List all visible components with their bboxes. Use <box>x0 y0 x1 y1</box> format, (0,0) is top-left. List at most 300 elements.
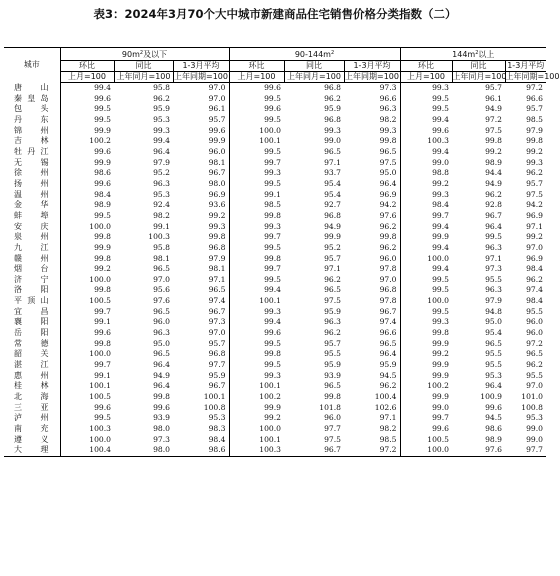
value-cell: 96.8 <box>324 114 341 124</box>
value-cell: 95.5 <box>485 274 503 284</box>
value-cell: 97.9 <box>153 157 170 167</box>
value-cell: 99.5 <box>229 339 284 350</box>
city-cell: 济宁 <box>4 275 60 286</box>
value-cell: 99.6 <box>400 126 452 137</box>
table-row <box>4 211 546 222</box>
value-cell: 99.5 <box>400 285 452 296</box>
value-cell: 99.9 <box>208 136 226 146</box>
value-cell: 98.3 <box>208 424 226 433</box>
value-cell: 98.5 <box>526 114 544 124</box>
value-cell: 99.2 <box>400 349 452 360</box>
value-cell: 99.3 <box>229 168 284 179</box>
value-cell: 98.0 <box>114 445 173 456</box>
value-cell: 92.8 <box>485 200 503 210</box>
value-cell: 99.3 <box>153 125 170 135</box>
table-row <box>4 83 546 94</box>
value-cell: 99.5 <box>94 210 111 220</box>
value-cell: 96.6 <box>526 93 544 103</box>
value-cell: 95.3 <box>153 189 170 199</box>
value-cell: 97.2 <box>526 338 544 348</box>
value-cell: 98.0 <box>153 424 170 433</box>
value-cell: 99.3 <box>324 125 341 135</box>
value-cell: 97.5 <box>485 125 503 135</box>
value-cell: 96.5 <box>324 146 341 156</box>
value-cell: 99.3 <box>229 307 284 318</box>
value-cell: 97.2 <box>344 445 400 456</box>
value-cell: 96.8 <box>324 210 341 220</box>
table-row <box>4 349 546 360</box>
value-cell: 99.4 <box>400 115 452 126</box>
value-cell: 99.5 <box>94 413 111 423</box>
value-cell: 99.6 <box>485 402 503 412</box>
value-cell: 96.7 <box>208 168 226 178</box>
value-cell: 99.6 <box>400 424 452 435</box>
value-cell: 94.2 <box>526 200 544 210</box>
base-header-g2-3: 上年同期=100 <box>345 72 399 81</box>
value-cell: 96.1 <box>208 104 226 114</box>
value-cell: 95.6 <box>153 285 170 295</box>
value-cell: 97.9 <box>485 296 503 306</box>
value-cell: 95.0 <box>485 317 503 327</box>
value-cell: 98.4 <box>526 264 544 274</box>
value-cell: 99.5 <box>400 94 452 105</box>
table-row <box>4 232 546 243</box>
value-cell: 99.1 <box>229 190 284 201</box>
value-cell: 96.3 <box>153 328 170 338</box>
city-cell: 徐州 <box>4 168 60 179</box>
value-cell: 99.5 <box>229 243 284 254</box>
city-cell: 扬州 <box>4 179 60 190</box>
value-cell: 96.4 <box>153 360 170 370</box>
value-cell: 99.5 <box>229 147 284 158</box>
value-cell: 94.5 <box>379 370 397 380</box>
value-cell: 96.8 <box>208 349 226 359</box>
table-row <box>4 317 546 328</box>
value-cell: 94.4 <box>485 168 503 178</box>
group-header-over-144: $144m^2$以上 <box>400 48 546 61</box>
value-cell: 97.0 <box>208 93 226 103</box>
value-cell: 99.3 <box>229 371 284 382</box>
value-cell: 100.5 <box>400 435 452 446</box>
value-cell: 96.1 <box>485 93 503 103</box>
value-cell: 99.7 <box>400 211 452 222</box>
city-cell: 金华 <box>4 200 60 211</box>
base-header-g1-1: 上月=100 <box>60 72 114 83</box>
value-cell: 96.2 <box>379 221 397 231</box>
value-cell: 100.9 <box>480 392 503 402</box>
value-cell: 97.2 <box>485 114 503 124</box>
value-cell: 100.4 <box>60 445 114 456</box>
value-cell: 96.7 <box>379 306 397 316</box>
value-cell: 100.3 <box>400 136 452 147</box>
value-cell: 96.0 <box>379 253 397 263</box>
value-cell: 96.5 <box>153 264 170 274</box>
value-cell: 96.2 <box>485 189 503 199</box>
value-cell: 98.5 <box>379 434 397 444</box>
table-row <box>4 190 546 201</box>
mom-header-g3: 环比 <box>400 61 452 72</box>
value-cell: 96.3 <box>485 285 503 295</box>
value-cell: 100.3 <box>89 424 111 433</box>
base-header-g3-3: 上年同期=100 <box>505 72 560 81</box>
base-header-g2-1: 上月=100 <box>229 72 284 83</box>
base-header-g3-2: 上年同月=100 <box>452 72 507 81</box>
value-cell: 99.3 <box>229 222 284 233</box>
value-cell: 99.8 <box>379 232 397 242</box>
value-cell: 93.9 <box>324 370 341 380</box>
value-cell: 96.9 <box>379 189 397 199</box>
value-cell: 99.4 <box>153 136 170 146</box>
value-cell: 95.9 <box>208 370 226 380</box>
yoy-header-g1: 同比 <box>114 61 173 72</box>
value-cell: 98.4 <box>400 200 452 211</box>
value-cell: 93.9 <box>153 413 170 423</box>
value-cell: 100.8 <box>203 402 226 412</box>
value-cell: 95.5 <box>485 349 503 359</box>
value-cell: 99.1 <box>94 370 111 380</box>
value-cell: 99.9 <box>400 360 452 371</box>
value-cell: 96.0 <box>526 317 544 327</box>
value-cell: 99.5 <box>229 179 284 190</box>
value-cell: 100.0 <box>400 296 452 307</box>
table-row <box>4 392 546 403</box>
value-cell: 99.4 <box>400 147 452 158</box>
city-cell: 包头 <box>4 104 60 115</box>
value-cell: 96.9 <box>208 189 226 199</box>
value-cell: 93.6 <box>208 200 226 210</box>
value-cell: 97.8 <box>379 296 397 306</box>
value-cell: 98.9 <box>485 434 503 444</box>
city-column-header: 城市 <box>4 48 60 83</box>
city-cell: 安庆 <box>4 222 60 233</box>
value-cell: 99.6 <box>208 125 226 135</box>
value-cell: 97.5 <box>324 434 341 444</box>
value-cell: 95.4 <box>324 189 341 199</box>
value-cell: 98.0 <box>208 178 226 188</box>
value-cell: 99.7 <box>229 264 284 275</box>
table-row <box>4 179 546 190</box>
value-cell: 95.3 <box>153 114 170 124</box>
value-cell: 99.2 <box>526 232 544 242</box>
value-cell: 99.5 <box>229 115 284 126</box>
value-cell: 96.7 <box>284 445 344 456</box>
value-cell: 96.2 <box>526 360 544 370</box>
group-header-90-144: $90-144m^2$ <box>229 48 400 61</box>
value-cell: 96.5 <box>153 306 170 316</box>
value-cell: 100.5 <box>89 296 111 306</box>
value-cell: 95.9 <box>324 306 341 316</box>
value-cell: 99.9 <box>400 371 452 382</box>
value-cell: 97.0 <box>208 328 226 338</box>
value-cell: 99.2 <box>526 146 544 156</box>
value-cell: 95.2 <box>324 242 341 252</box>
value-cell: 99.9 <box>94 125 111 135</box>
city-cell: 锦州 <box>4 126 60 137</box>
value-cell: 100.1 <box>229 136 284 147</box>
value-cell: 96.3 <box>153 178 170 188</box>
value-cell: 96.4 <box>485 381 503 391</box>
value-cell: 96.2 <box>526 168 544 178</box>
value-cell: 94.8 <box>485 306 503 316</box>
value-cell: 92.7 <box>324 200 341 210</box>
value-cell: 95.7 <box>485 83 503 92</box>
value-cell: 100.2 <box>400 381 452 392</box>
value-cell: 99.8 <box>153 392 170 402</box>
city-cell: 惠州 <box>4 371 60 382</box>
table-row <box>4 413 546 424</box>
value-cell: 97.2 <box>526 83 544 92</box>
table-row <box>4 403 546 414</box>
value-cell: 97.0 <box>153 274 170 284</box>
table-row <box>4 285 546 296</box>
value-cell: 99.5 <box>94 104 111 114</box>
value-cell: 99.8 <box>94 232 111 242</box>
value-cell: 98.1 <box>208 264 226 274</box>
value-cell: 99.6 <box>94 328 111 338</box>
value-cell: 100.0 <box>89 221 111 231</box>
value-cell: 99.6 <box>229 328 284 339</box>
table-row <box>4 115 546 126</box>
value-cell: 99.2 <box>400 179 452 190</box>
value-cell: 97.1 <box>324 157 341 167</box>
value-cell: 95.5 <box>526 306 544 316</box>
value-cell: 96.8 <box>324 83 341 92</box>
value-cell: 99.6 <box>153 402 170 412</box>
value-cell: 97.1 <box>526 221 544 231</box>
value-cell: 100.3 <box>229 445 284 456</box>
mom-header-g1: 环比 <box>60 61 114 72</box>
value-cell: 99.6 <box>94 402 111 412</box>
value-cell: 96.5 <box>379 146 397 156</box>
value-cell: 97.0 <box>208 83 226 92</box>
table-row <box>4 254 546 265</box>
value-cell: 100.0 <box>89 434 111 444</box>
value-cell: 97.6 <box>452 445 505 456</box>
value-cell: 96.9 <box>526 253 544 263</box>
yoy-header-g3: 同比 <box>452 61 505 72</box>
value-cell: 95.7 <box>526 178 544 188</box>
city-cell: 吉林 <box>4 136 60 147</box>
value-cell: 97.6 <box>153 296 170 306</box>
table-row <box>4 243 546 254</box>
value-cell: 99.1 <box>153 221 170 231</box>
city-cell: 丹东 <box>4 115 60 126</box>
table-row <box>4 445 546 456</box>
base-header-g1-2: 上年同月=100 <box>114 72 173 83</box>
value-cell: 98.4 <box>208 434 226 444</box>
value-cell: 96.5 <box>324 285 341 295</box>
value-cell: 96.4 <box>379 178 397 188</box>
value-cell: 100.0 <box>229 126 284 137</box>
value-cell: 99.6 <box>94 146 111 156</box>
value-cell: 100.1 <box>229 296 284 307</box>
value-cell: 96.6 <box>379 328 397 338</box>
table-row <box>4 222 546 233</box>
value-cell: 96.9 <box>526 210 544 220</box>
value-cell: 99.6 <box>94 178 111 188</box>
city-cell: 平顶山 <box>4 296 60 307</box>
value-cell: 95.3 <box>526 413 544 423</box>
value-cell: 94.9 <box>485 104 503 114</box>
value-cell: 99.8 <box>208 232 226 242</box>
city-cell: 桂林 <box>4 381 60 392</box>
value-cell: 97.3 <box>379 83 397 92</box>
value-cell: 98.6 <box>94 168 111 178</box>
value-cell: 99.2 <box>485 146 503 156</box>
value-cell: 99.0 <box>526 424 544 433</box>
value-cell: 96.3 <box>379 104 397 114</box>
avg-header-g1: 1-3月平均 <box>173 61 229 72</box>
value-cell: 98.2 <box>153 210 170 220</box>
value-cell: 99.7 <box>229 158 284 169</box>
value-cell: 99.6 <box>229 104 284 115</box>
avg-header-g3: 1-3月平均 <box>505 61 546 72</box>
value-cell: 99.0 <box>526 434 544 444</box>
value-cell: 94.5 <box>485 413 503 423</box>
table-row <box>4 94 546 105</box>
city-cell: 常德 <box>4 339 60 350</box>
group-header-under-90: $90m^2$及以下 <box>60 48 229 61</box>
value-cell: 96.6 <box>379 93 397 103</box>
value-cell: 99.8 <box>324 392 341 402</box>
value-cell: 96.0 <box>324 413 341 423</box>
table-row <box>4 424 546 435</box>
value-cell: 94.2 <box>379 200 397 210</box>
value-cell: 95.3 <box>208 413 226 423</box>
value-cell: 99.8 <box>94 253 111 263</box>
value-cell: 99.5 <box>400 307 452 318</box>
value-cell: 96.5 <box>379 338 397 348</box>
value-cell: 99.5 <box>400 275 452 286</box>
value-cell: 99.7 <box>94 306 111 316</box>
table-row <box>4 296 546 307</box>
value-cell: 99.2 <box>229 413 284 424</box>
value-cell: 99.9 <box>94 242 111 252</box>
city-cell: 北海 <box>4 392 60 403</box>
value-cell: 98.4 <box>526 296 544 306</box>
value-cell: 99.4 <box>229 285 284 296</box>
value-cell: 99.8 <box>229 349 284 360</box>
city-cell: 九江 <box>4 243 60 254</box>
value-cell: 99.3 <box>208 221 226 231</box>
value-cell: 97.3 <box>153 434 170 444</box>
value-cell: 99.3 <box>526 157 544 167</box>
value-cell: 100.1 <box>89 381 111 391</box>
value-cell: 95.5 <box>485 360 503 370</box>
value-cell: 98.5 <box>229 200 284 211</box>
value-cell: 95.9 <box>324 104 341 114</box>
value-cell: 99.3 <box>400 190 452 201</box>
table-row <box>4 339 546 350</box>
value-cell: 99.3 <box>379 125 397 135</box>
value-cell: 100.2 <box>229 392 284 403</box>
value-cell: 95.7 <box>324 253 341 263</box>
value-cell: 95.7 <box>208 338 226 348</box>
value-cell: 100.0 <box>89 349 111 359</box>
city-cell: 洛阳 <box>4 285 60 296</box>
value-cell: 97.1 <box>379 413 397 423</box>
value-cell: 95.8 <box>153 242 170 252</box>
city-cell: 泸州 <box>4 413 60 424</box>
city-cell: 遵义 <box>4 435 60 446</box>
city-cell: 南充 <box>4 424 60 435</box>
city-cell: 泉州 <box>4 232 60 243</box>
value-cell: 97.7 <box>505 445 546 456</box>
value-cell: 99.4 <box>400 243 452 254</box>
value-cell: 99.7 <box>400 413 452 424</box>
value-cell: 97.7 <box>208 360 226 370</box>
city-cell: 唐山 <box>4 83 60 94</box>
value-cell: 95.5 <box>324 349 341 359</box>
value-cell: 100.8 <box>521 402 544 412</box>
city-cell: 大理 <box>4 445 60 456</box>
value-cell: 99.5 <box>400 104 452 115</box>
value-cell: 98.4 <box>94 189 111 199</box>
value-cell: 97.3 <box>208 317 226 327</box>
table-row <box>4 371 546 382</box>
value-cell: 100.4 <box>374 392 397 402</box>
table-row <box>4 104 546 115</box>
value-cell: 95.4 <box>485 328 503 338</box>
value-cell: 97.8 <box>379 264 397 274</box>
value-cell: 99.4 <box>400 264 452 275</box>
city-cell: 牡丹江 <box>4 147 60 158</box>
value-cell: 96.0 <box>153 317 170 327</box>
value-cell: 95.9 <box>153 104 170 114</box>
value-cell: 97.0 <box>526 242 544 252</box>
yoy-header-g2: 同比 <box>284 61 344 72</box>
value-cell: 99.4 <box>400 222 452 233</box>
value-cell: 99.2 <box>94 264 111 274</box>
value-cell: 98.9 <box>485 157 503 167</box>
city-cell: 岳阳 <box>4 328 60 339</box>
value-cell: 100.5 <box>89 392 111 402</box>
value-cell: 94.9 <box>485 178 503 188</box>
value-cell: 95.0 <box>153 338 170 348</box>
value-cell: 101.8 <box>319 402 341 412</box>
value-cell: 96.2 <box>324 93 341 103</box>
base-header-g2-2: 上年同月=100 <box>284 72 344 83</box>
value-cell: 96.5 <box>526 349 544 359</box>
value-cell: 97.6 <box>379 210 397 220</box>
value-cell: 100.0 <box>400 254 452 265</box>
value-cell: 99.5 <box>229 360 284 371</box>
value-cell: 99.8 <box>485 136 503 146</box>
value-cell: 99.9 <box>229 403 284 414</box>
value-cell: 96.4 <box>153 381 170 391</box>
value-cell: 95.7 <box>324 338 341 348</box>
value-cell: 100.2 <box>89 136 111 146</box>
table-row <box>4 360 546 371</box>
value-cell: 98.9 <box>94 200 111 210</box>
value-cell: 97.9 <box>208 253 226 263</box>
value-cell: 96.0 <box>526 328 544 338</box>
value-cell: 99.4 <box>229 317 284 328</box>
city-cell: 无锡 <box>4 158 60 169</box>
value-cell: 97.1 <box>208 274 226 284</box>
value-cell: 100.0 <box>400 445 452 456</box>
value-cell: 96.3 <box>324 317 341 327</box>
value-cell: 99.7 <box>94 360 111 370</box>
value-cell: 96.7 <box>208 306 226 316</box>
value-cell: 95.7 <box>208 114 226 124</box>
city-cell: 赣州 <box>4 254 60 265</box>
table-row <box>4 200 546 211</box>
value-cell: 96.2 <box>324 328 341 338</box>
value-cell: 97.5 <box>324 296 341 306</box>
value-cell: 99.0 <box>400 403 452 414</box>
value-cell: 99.0 <box>324 136 341 146</box>
